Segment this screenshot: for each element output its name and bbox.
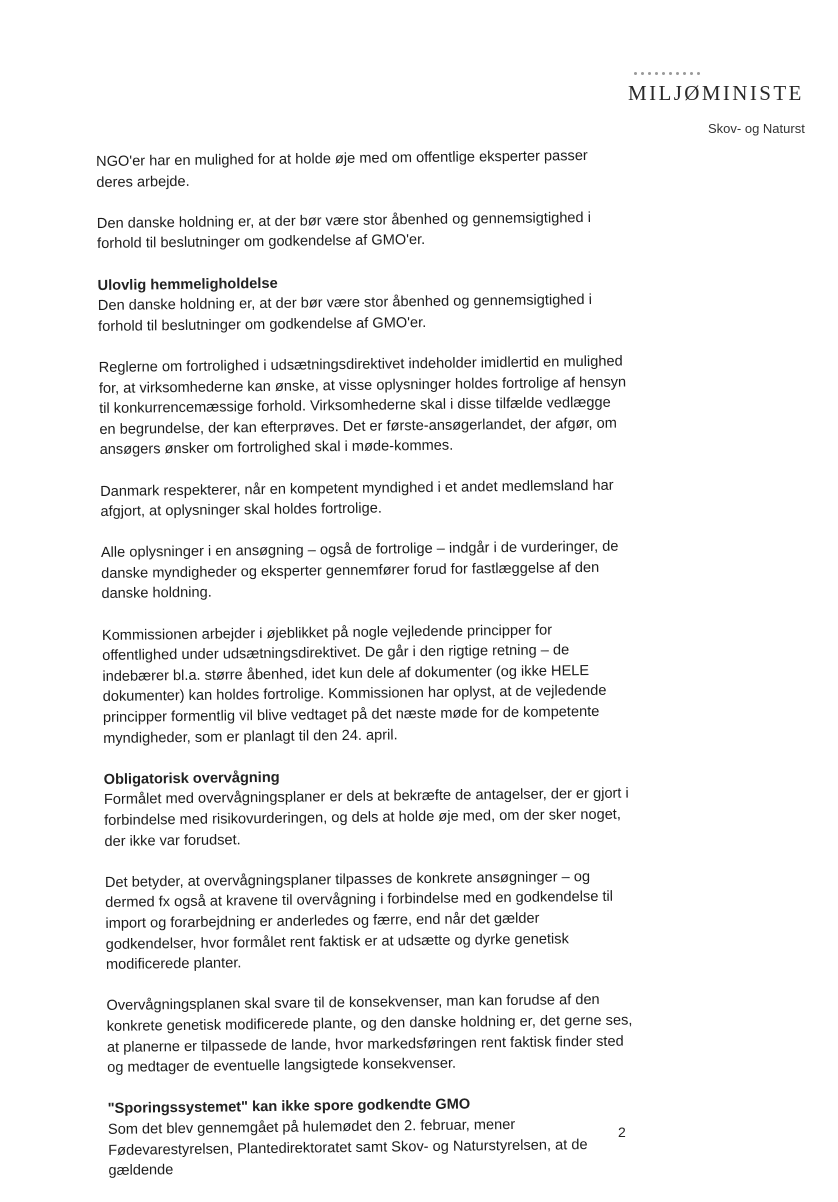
paragraph-text: Formålet med overvågningsplaner er dels at bekræfte de antagelser, der er gjort i forbindelse med risikovurderingen, og dels at holde øje med, om der sker noget, der ikke var forudset.	[103, 785, 629, 850]
letter-body	[96, 146, 637, 1202]
letterhead-dots	[634, 72, 838, 78]
paragraph-text: NGO'er har en mulighed for at holde øje med om offentlige eksperter passer deres arbejde.	[96, 147, 588, 191]
paragraph-text: Kommissionen arbejder i øjeblikket på nogle vejledende principper for offentlighed under udsætningsdirektivet. De går i den rigtige retning – de indebærer bl.a. større åbenhed, idet kun dele af dokumenter (og ikke HELE dokumenter) kan holdes fortrolige. Kommissionen har oplyst, at de vejledende principper formentlig vil blive vedtaget på det næste møde for de kompetente myndigheder, som er planlagt til den 24. april.	[101, 622, 607, 747]
paragraph	[101, 537, 630, 605]
paragraph	[108, 1093, 637, 1182]
paragraph	[106, 990, 635, 1079]
paragraph	[104, 763, 633, 852]
paragraph	[96, 146, 624, 194]
agency-name: Skov- og Naturst	[708, 121, 805, 136]
paragraph-text: Den danske holdning er, at der bør være stor åbenhed og gennemsigtighed i forhold til beslutninger om godkendelse af GMO'er.	[96, 209, 592, 253]
paragraph-text: Den danske holdning er, at der bør være stor åbenhed og gennemsigtighed i forhold til beslutninger om godkendelse af GMO'er.	[97, 292, 593, 335]
paragraph-text: Overvågningsplanen skal svare til de konsekvenser, man kan forudse af den konkrete genetisk modificerede plante, og den danske holdning er, det gerne ses, at planerne er tilpassede de lande, hvor markedsføringen rent faktisk finder sted og medtager de eventuelle langsigtede konsekvenser.	[106, 992, 633, 1077]
section-heading: Obligatorisk overvågning	[103, 769, 280, 788]
letterhead	[628, 72, 838, 106]
paragraph-text: Som det blev gennemgået på hulemødet den 2. februar, mener Fødevarestyrelsen, Plantedirektoratet samt Skov- og Naturstyrelsen, at de gældende	[107, 1116, 588, 1180]
paragraph-text: Danmark respekterer, når en kompetent myndighed i et andet medlemsland har afgjort, at oplysninger skal holdes fortrolige.	[100, 477, 614, 521]
section-heading: Ulovlig hemmeligholdelse	[97, 275, 278, 294]
section-heading: "Sporingssystemet" kan ikke spore godkendte GMO	[107, 1096, 471, 1118]
page-number: 2	[618, 1124, 626, 1140]
paragraph	[99, 351, 628, 460]
paragraph	[102, 619, 631, 749]
paragraph	[105, 866, 634, 975]
paragraph-text: Reglerne om fortrolighed i udsætningsdirektivet indeholder imidlertid en mulighed for, at virksomhederne kan ønske, at visse oplysninger holdes fortrolige af hensyn til konkurrencemæssige forhold. Virksomhederne skal i disse tilfælde vedlægge en begrundelse, der kan efterprøves. Det er første-ansøgerlandet, der afgør, om ansøgers ønsker om fortrolighed skal i møde-kommes.	[98, 353, 627, 459]
paragraph	[100, 475, 628, 523]
paragraph-text: Det betyder, at overvågningsplaner tilpasses de konkrete ansøgninger – og dermed fx også at kravene til overvågning i forbindelse med en godkendelse til import og forarbejdning er anderledes og færre, end når det gælder godkendelser, hvor formålet rent faktisk er at udsætte og dyrke genetisk modificerede planter.	[104, 868, 614, 974]
paragraph-text: Alle oplysninger i en ansøgning – også de fortrolige – indgår i de vurderinger, de danske myndigheder og eksperter gennemfører forud for fastlæggelse af den danske holdning.	[100, 538, 619, 603]
paragraph	[98, 269, 627, 337]
paragraph	[97, 207, 625, 255]
ministry-name: MILJØMINISTE	[628, 81, 804, 105]
